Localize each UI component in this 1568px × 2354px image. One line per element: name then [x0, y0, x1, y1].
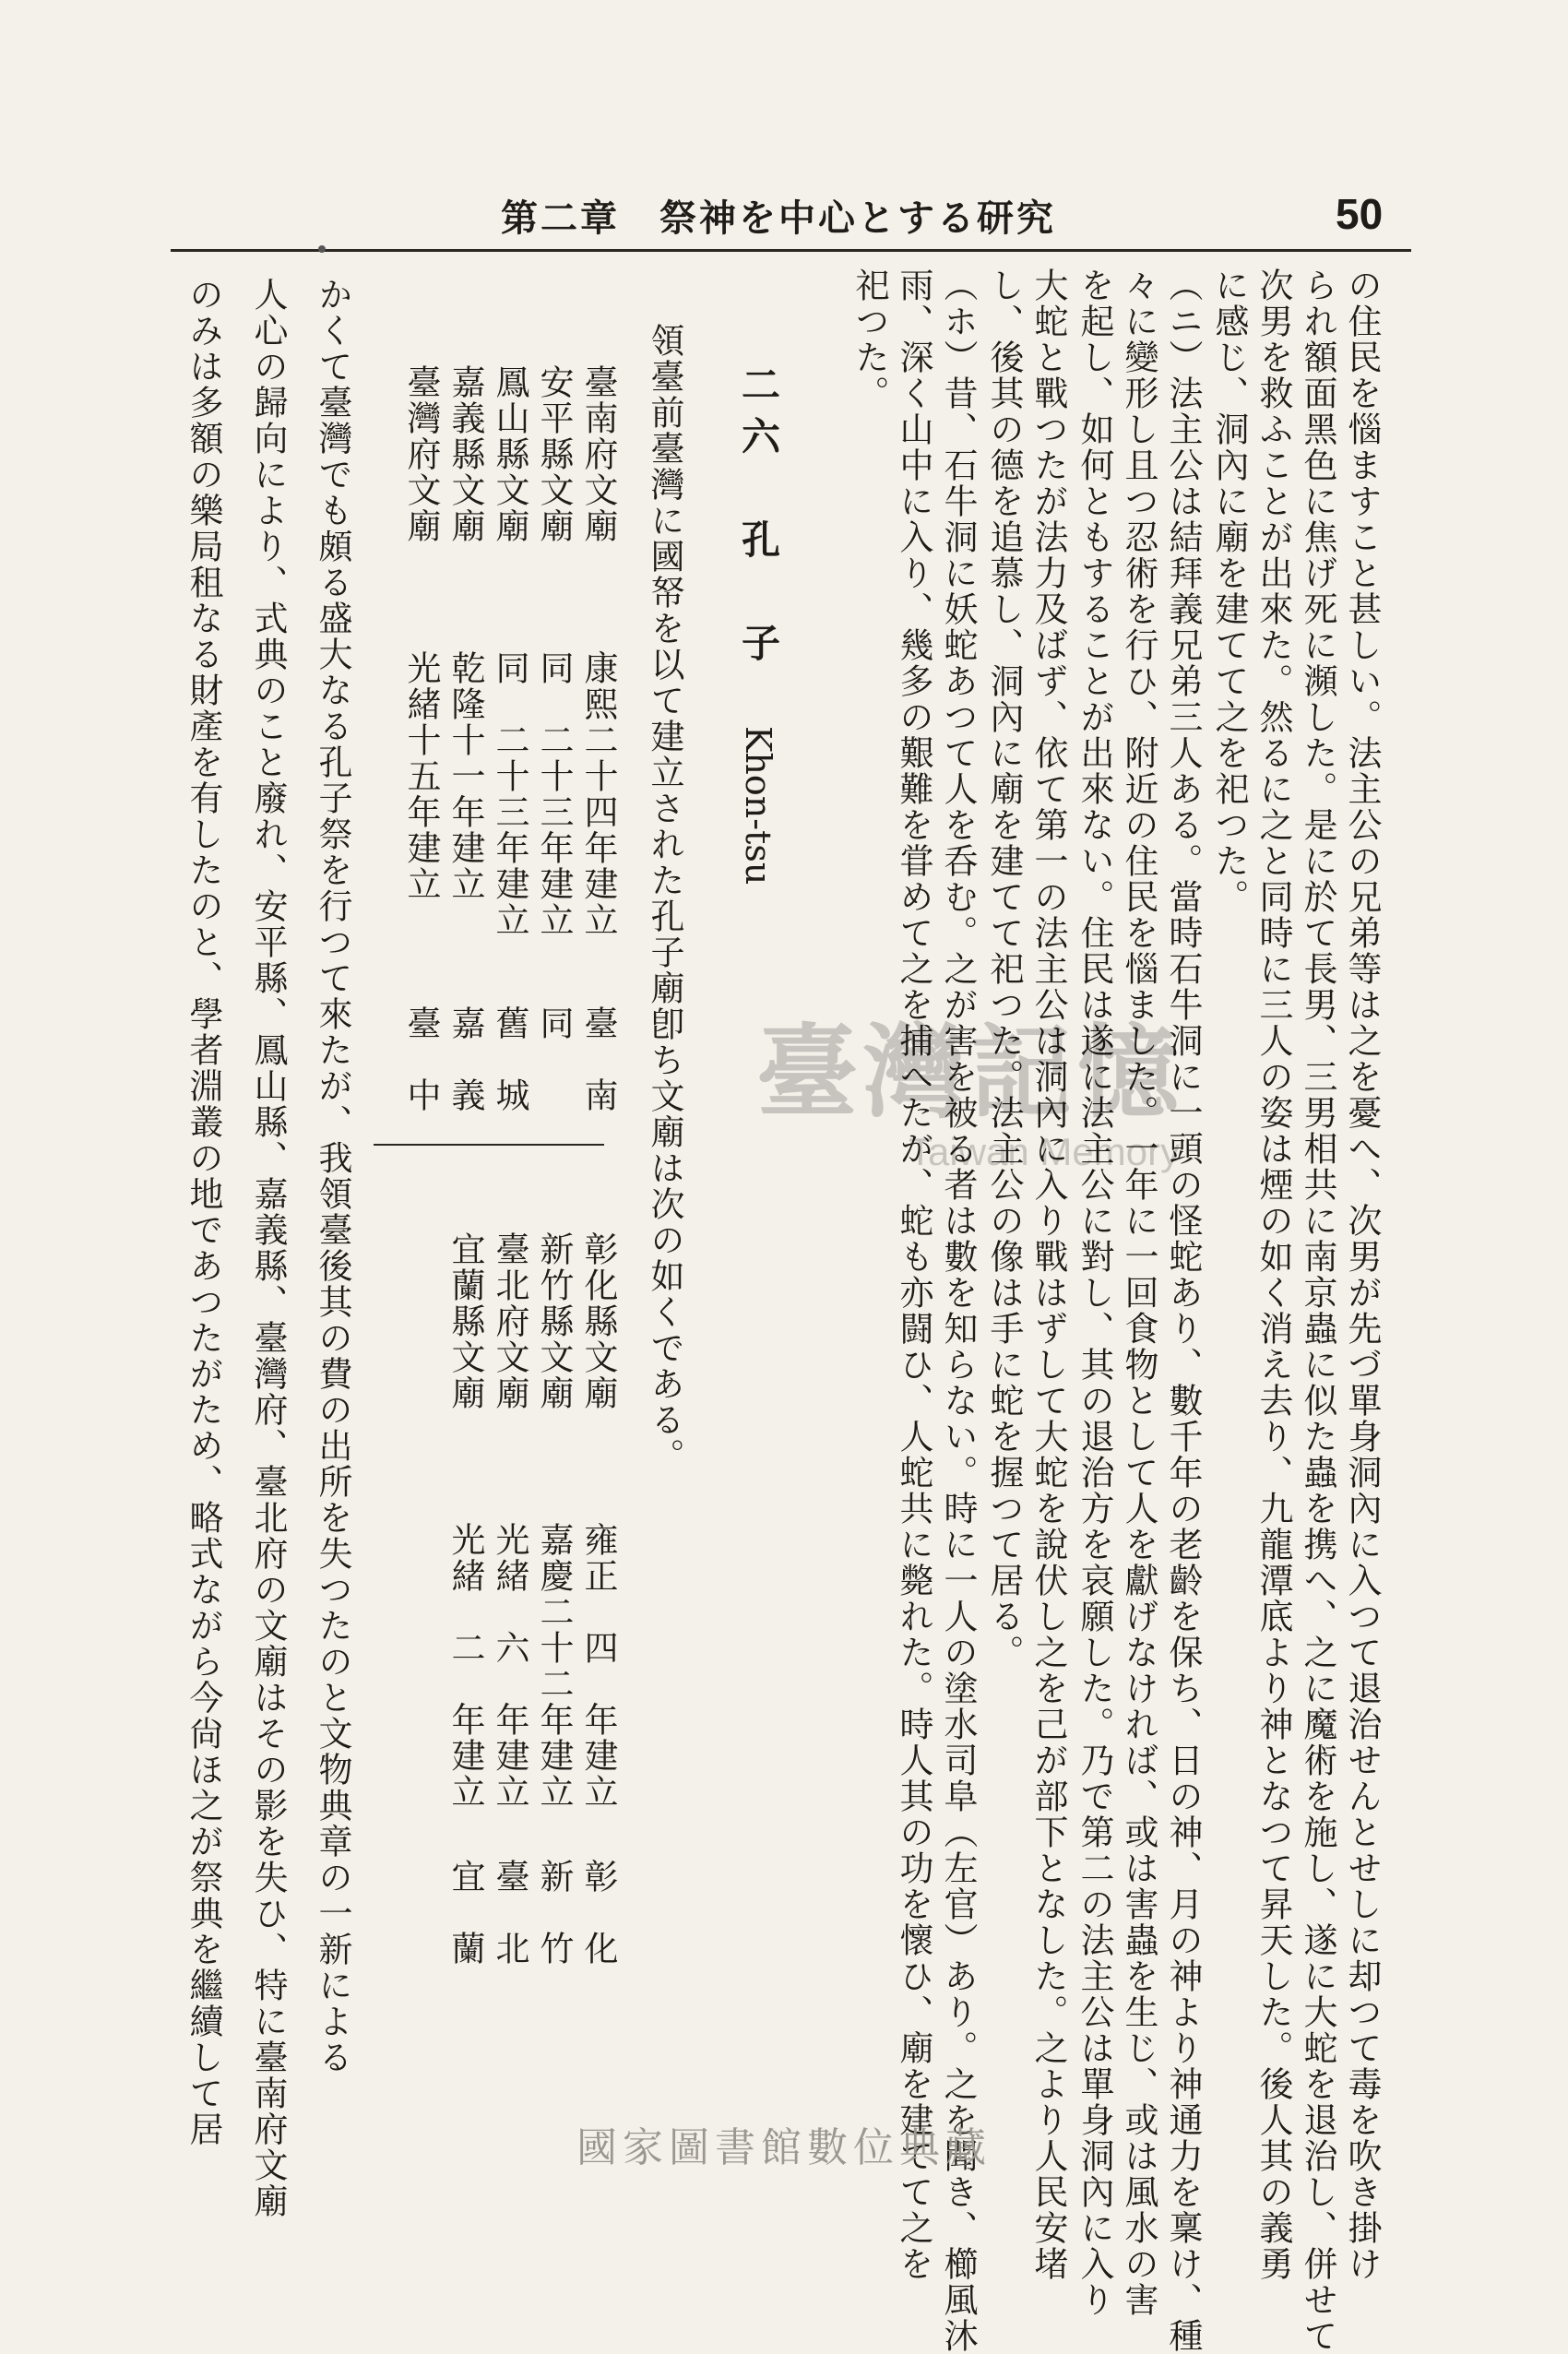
running-header-title: 究研るすと心中を神祭 章二第 [501, 196, 1056, 240]
temple-place: 同 [534, 1005, 574, 1041]
text-column: られ額面黑色に焦げ死に瀕した。是に於て長男、三男相共に南京蟲に似た蟲を携へ、之に魔術を施し、遂に大蛇を退治し、併せて [1298, 268, 1337, 2354]
page-number: 50 [1336, 190, 1384, 238]
temple-name: 臺南府文廟 [578, 364, 618, 544]
text-column: に感じ、洞內に廟を建てて之を祀つた。 [1209, 268, 1249, 915]
footer-credit: 國家圖書館數位典藏 [576, 2124, 992, 2171]
header-rule [171, 249, 1411, 252]
temple-date: 康熙二十四年建立 [578, 650, 618, 938]
temple-date: 光緒十五年建立 [401, 650, 441, 902]
table-divider [374, 1144, 604, 1146]
print-speck [318, 245, 326, 253]
temple-place: 臺 北 [490, 1859, 529, 1967]
section-number: 二六 [736, 364, 781, 468]
text-column: し、後其の德を追慕し、洞內に廟を建てて祀つた。法主公の像は手に蛇を握つて居る。 [984, 268, 1024, 1670]
watermark-en: Taiwan Memory [909, 1130, 1181, 1173]
temple-date: 光緒 二 年建立 [445, 1522, 485, 1810]
temple-date: 雍正 四 年建立 [578, 1522, 618, 1810]
section-heading [731, 364, 790, 885]
text-column: のみは多額の樂局租なる財產を有したのと、學者淵叢の地であつたがため、略式ながら今尙ほ之が祭典を繼續して居 [184, 277, 223, 2147]
temple-date: 同 二十三年建立 [490, 650, 529, 938]
temple-name: 宜蘭縣文廟 [445, 1231, 485, 1411]
intro-text: 領臺前臺灣に國帑を以て建立された孔子廟卽ち文廟は次の如くである。 [645, 323, 684, 1474]
text-column: （ニ）法主公は結拜義兄弟三人ある。當時石牛洞に一頭の怪蛇あり、數千年の老齡を保ち、日の神、月の神より神通力を稟け、種 [1163, 268, 1203, 2354]
temple-name: 臺北府文廟 [490, 1231, 529, 1411]
temple-place: 彰 化 [578, 1859, 618, 1967]
temple-place: 新 竹 [534, 1859, 574, 1967]
text-column: 祀つた。 [849, 268, 889, 411]
temple-place: 嘉 義 [445, 1005, 485, 1113]
section-title: 孔 子 [736, 519, 781, 674]
text-column: 々に變形し且つ忍術を行ひ、附近の住民を惱ました。一年に一回食物として人を獻げなければ、或は害蟲を生じ、或は風水の害 [1119, 268, 1158, 2318]
temple-name: 安平縣文廟 [534, 364, 574, 544]
text-column: かくて臺灣でも頗る盛大なる孔子祭を行つて來たが、我領臺後其の費の出所を失つたのと文物典章の一新による [313, 277, 352, 2075]
temple-place: 舊 城 [490, 1005, 529, 1113]
text-column: の住民を惱ますこと甚しい。法主公の兄弟等は之を憂へ、次男が先づ單身洞內に入つて退治せんとせしに却つて毒を吹き掛け [1342, 268, 1382, 2282]
temple-date: 嘉慶二十二年建立 [534, 1522, 574, 1810]
text-column: 大蛇と戰つたが法力及ばず、依て第一の法主公は洞內に入り戰はずして大蛇を說伏し之を己が部下となした。之より人民安堵 [1028, 268, 1068, 2282]
watermark [756, 992, 1236, 1204]
text-column: 次男を救ふことが出來た。然るに之と同時に三人の姿は煙の如く消え去り、九龍潭底より神となつて昇天した。後人其の義勇 [1253, 268, 1293, 2282]
watermark-cjk: 臺灣記憶 [756, 1013, 1184, 1132]
temple-name: 臺灣府文廟 [401, 364, 441, 544]
section-romaji: Khon-tsu [738, 726, 778, 886]
temple-date: 乾隆十一年建立 [445, 650, 485, 902]
text-column: を起し、如何ともすることが出來ない。住民は遂に法主公に對し、其の退治方を哀願した。乃で第二の法主公は單身洞內に入り [1075, 268, 1114, 2318]
temple-place: 臺 中 [401, 1005, 441, 1113]
text-column: 人心の歸向により、式典のこと廢れ、安平縣、鳳山縣、嘉義縣、臺灣府、臺北府の文廟はその影を失ひ、特に臺南府文廟 [248, 277, 288, 2219]
text-column: （ホ）昔、石牛洞に妖蛇あつて人を呑む。之が害を被る者は數を知らない。時に一人の塗水司阜（左官）あり。之を聞き、櫛風沐 [938, 268, 978, 2354]
temple-name: 鳳山縣文廟 [490, 364, 529, 544]
temple-name: 嘉義縣文廟 [445, 364, 485, 544]
text-column: 雨、深く山中に入り、幾多の艱難を甞めて之を捕へたが、蛇も亦闘ひ、人蛇共に斃れた。時人其の功を懷ひ、廟を建てて之を [894, 268, 933, 2282]
temple-place: 宜 蘭 [445, 1859, 485, 1967]
temple-name: 彰化縣文廟 [578, 1231, 618, 1411]
temple-date: 光緒 六 年建立 [490, 1522, 529, 1810]
temple-name: 新竹縣文廟 [534, 1231, 574, 1411]
temple-place: 臺 南 [578, 1005, 618, 1113]
temple-date: 同 二十三年建立 [534, 650, 574, 938]
